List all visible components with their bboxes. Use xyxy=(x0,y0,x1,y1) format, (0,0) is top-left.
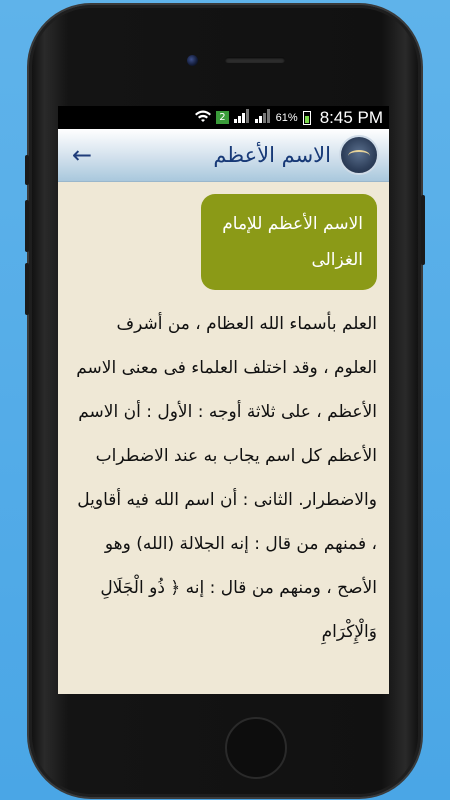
volume-down-button-2 xyxy=(25,263,29,315)
battery-icon xyxy=(303,111,311,125)
volume-down-button xyxy=(25,200,29,252)
article-body: العلم بأسماء الله العظام ، من أشرف العلوم ، وقد اختلف العلماء فى معنى الاسم الأعظم ، على ثلاثة أوجه : الأول : أن الاسم الأعظم كل اسم يجاب به عند الاضطراب والاضطرار. الثانى : أن اسم الله فيه أقاويل ، فمنهم من قال : إنه الجلالة (الله) وهو الأصح ، ومنهم من قال : إنه ﴿ ذُو الْجَلَالِ وَالْإِكْرَامِ xyxy=(76,314,377,642)
wifi-icon xyxy=(195,110,211,126)
page-title: الاسم الأعظم xyxy=(213,143,331,167)
power-button xyxy=(421,195,425,265)
signal-icon xyxy=(234,109,250,126)
earpiece-speaker xyxy=(225,57,285,63)
arrow-left-icon[interactable]: ← xyxy=(72,141,93,169)
signal-icon-2 xyxy=(255,109,271,126)
battery-percent: 61% xyxy=(275,111,298,124)
volume-up-button xyxy=(25,155,29,185)
app-screen xyxy=(58,106,389,694)
clock: 8:45 PM xyxy=(319,107,383,127)
status-bar xyxy=(58,106,389,129)
app-bar-title-group xyxy=(213,135,379,175)
sim-badge: 2 xyxy=(216,111,228,124)
app-logo-icon xyxy=(339,135,379,175)
article-title-card: الاسم الأعظم للإمام الغزالى xyxy=(201,194,377,290)
app-bar xyxy=(58,129,389,182)
home-button[interactable] xyxy=(225,717,287,779)
article-content xyxy=(58,182,389,654)
front-camera xyxy=(187,55,198,66)
